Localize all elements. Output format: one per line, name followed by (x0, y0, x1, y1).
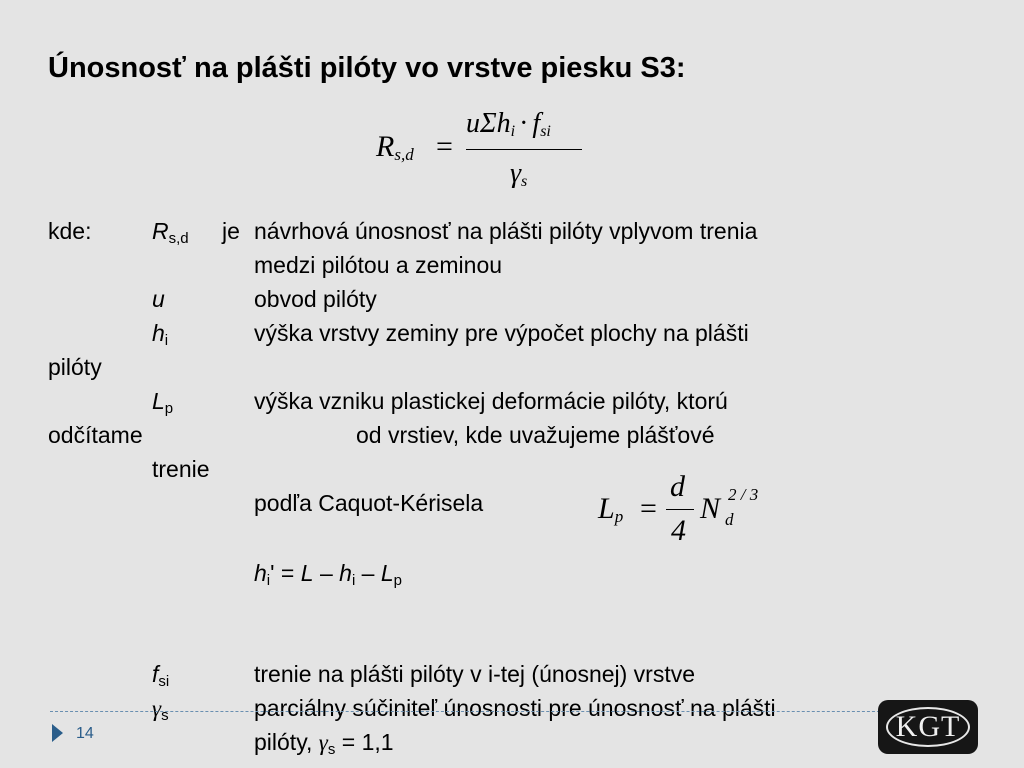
lp-desc-2a: odčítame (48, 422, 143, 448)
formula-numerator: $u\Sigma h_i \cdot f_{si}$ (466, 108, 551, 140)
lp-formula-lhs: $L_p$ (598, 492, 624, 526)
footer-divider (50, 711, 900, 712)
lp-formula-rhs-sup: 2 / 3 (728, 485, 759, 504)
formula-fraction-bar (466, 149, 582, 150)
logo-text: KGT (895, 710, 961, 743)
lp-formula-rhs-sub: d (725, 510, 734, 529)
symbol-fsi: $f_{si}$ (152, 661, 170, 690)
symbol-rsd: $R_{s,d}$ (152, 218, 189, 247)
page-number: 14 (76, 725, 94, 742)
fsi-desc: trenie na plášti pilóty v i-tej (únosnej) vrstve (254, 661, 696, 687)
lp-desc-1: výška vzniku plastickej deformácie pilóty, ktorú (254, 388, 728, 414)
symbol-lp: $L_p$ (152, 388, 174, 417)
lp-desc-4: podľa Caquot-Kérisela (254, 490, 484, 516)
hi-desc-2: pilóty (48, 354, 102, 380)
symbol-hi: $h_i$ (152, 320, 169, 349)
kgt-logo (878, 700, 978, 754)
gs-desc-1: parciálny súčiniteľ únosnosti pre únosnosť na plášti (254, 695, 776, 721)
u-desc: obvod pilóty (254, 286, 377, 312)
hi-prime-equation: $h_i' = L - h_i - L_p$ (254, 560, 402, 589)
formula-denominator: $\gamma_s$ (510, 158, 528, 190)
gs-desc-2: pilóty, $\gamma_s = 1,1$ (254, 729, 394, 758)
page-title: Únosnosť na plášti pilóty vo vrstve piesku S3: (48, 52, 686, 84)
formula-equals: = (436, 130, 453, 163)
lp-formula-rhs: N (700, 492, 721, 525)
lp-formula-denominator: 4 (671, 514, 686, 547)
formula-lhs: $R_{s,d}$ (376, 130, 414, 164)
lp-desc-2b: od vrstiev, kde uvažujeme plášťové (356, 422, 715, 448)
rsd-desc-2: medzi pilótou a zeminou (254, 252, 503, 278)
symbol-u: u (152, 286, 165, 312)
je-label: je (222, 218, 240, 244)
lp-desc-3: trenie (152, 456, 210, 482)
lp-formula-equals: = (640, 492, 657, 525)
play-arrow-icon (52, 724, 63, 742)
lp-formula-numerator: d (670, 470, 685, 503)
lp-formula-fraction-bar (666, 509, 694, 510)
symbol-gamma-s: $\gamma_s$ (152, 696, 169, 724)
rsd-desc-1: návrhová únosnosť na plášti pilóty vplyvom trenia (254, 218, 758, 244)
kde-label: kde: (48, 218, 92, 244)
hi-desc-1: výška vrstvy zeminy pre výpočet plochy na plášti (254, 320, 749, 346)
